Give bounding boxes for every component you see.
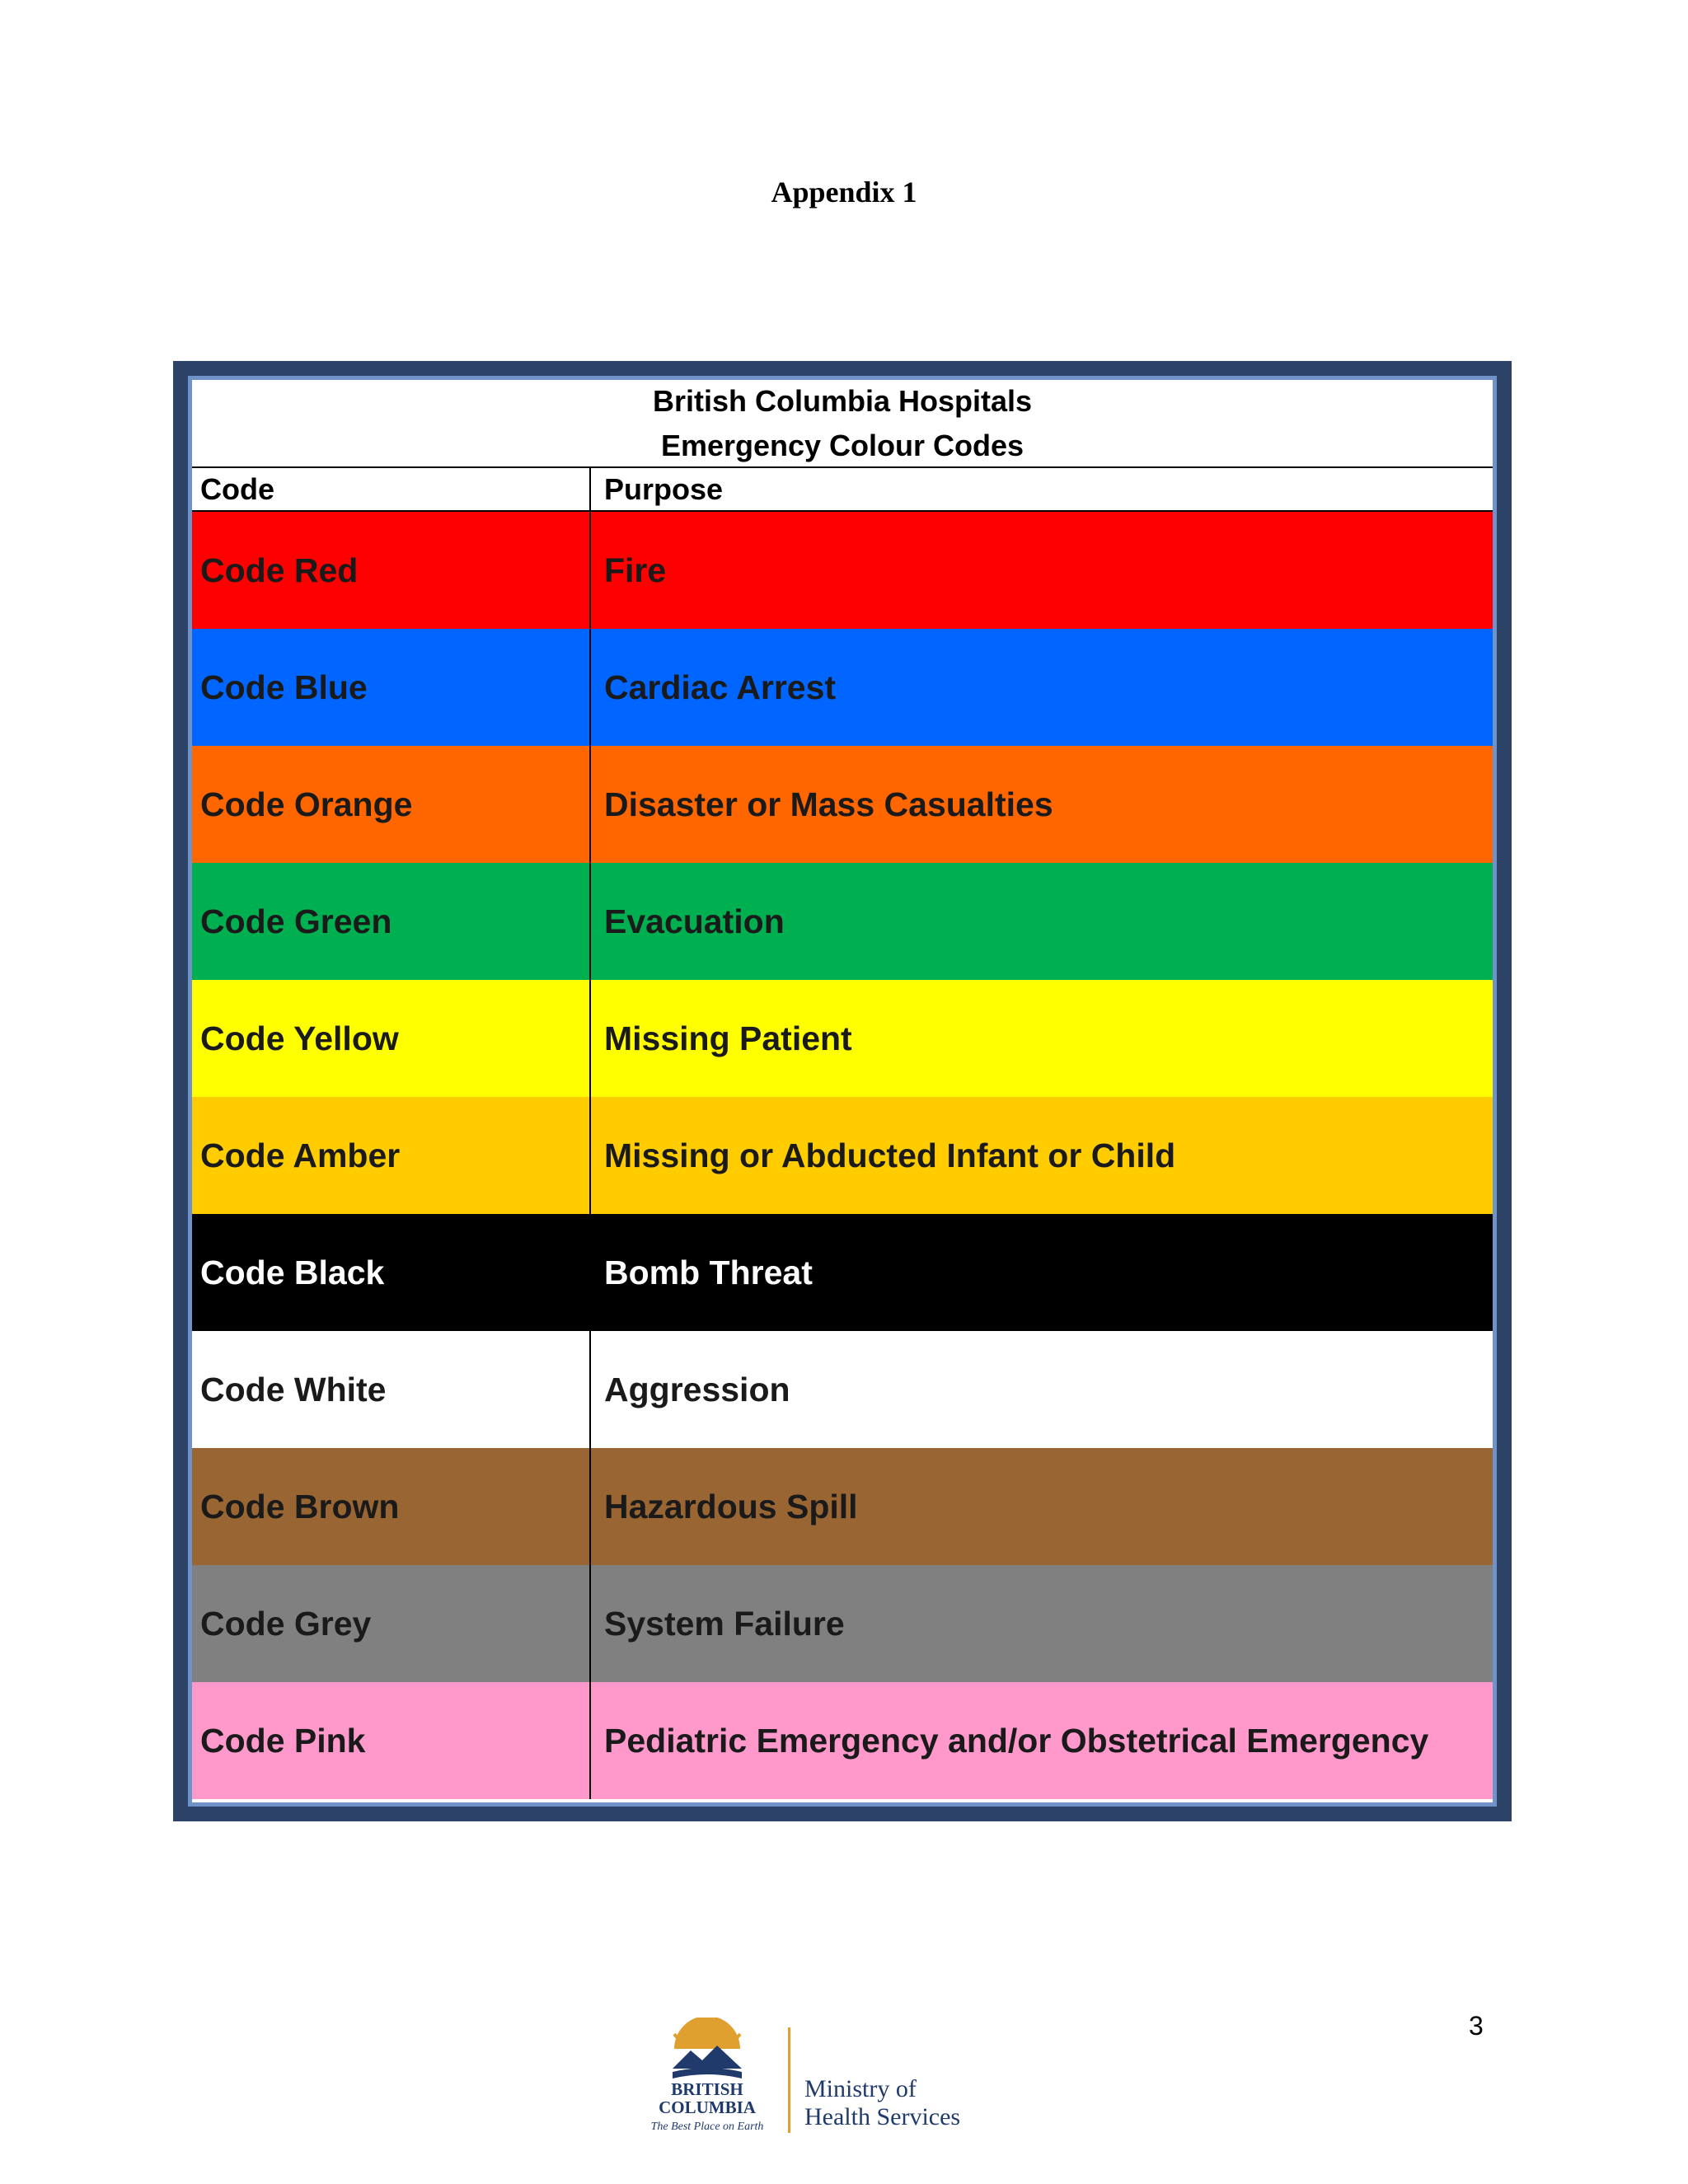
purpose-label: Pediatric Emergency and/or Obstetrical Emergency — [604, 1721, 1429, 1760]
table-body — [192, 512, 1493, 1799]
table-row — [192, 629, 1493, 746]
cell-purpose — [591, 1448, 1493, 1565]
table-row — [192, 512, 1493, 629]
code-label: Code Yellow — [200, 1019, 399, 1057]
ministry-line2: Health Services — [804, 2103, 961, 2130]
table-row — [192, 1214, 1493, 1331]
code-label: Code Red — [200, 551, 359, 589]
cell-code — [192, 1565, 591, 1682]
cell-purpose — [591, 746, 1493, 863]
header-purpose: Purpose — [604, 471, 724, 506]
table-title-line2: Emergency Colour Codes — [660, 428, 1025, 462]
cell-purpose — [591, 1565, 1493, 1682]
logo-line1: BRITISH — [671, 2079, 743, 2099]
code-label: Code Green — [200, 902, 392, 940]
cell-code — [192, 1331, 591, 1448]
purpose-label: System Failure — [604, 1604, 845, 1643]
cell-purpose — [591, 512, 1493, 629]
code-label: Code Pink — [200, 1721, 366, 1760]
cell-code — [192, 1097, 591, 1214]
purpose-label: Aggression — [604, 1370, 790, 1408]
purpose-label: Bomb Threat — [604, 1253, 813, 1291]
cell-purpose — [591, 629, 1493, 746]
cell-code — [192, 1448, 591, 1565]
table-frame-inner — [188, 376, 1497, 1807]
cell-purpose — [591, 980, 1493, 1097]
cell-code — [192, 863, 591, 980]
code-label: Code Black — [200, 1253, 385, 1291]
cell-code — [192, 980, 591, 1097]
emergency-codes-table — [192, 380, 1493, 1802]
table-title-line1: British Columbia Hospitals — [652, 383, 1033, 418]
cell-code — [192, 1682, 591, 1799]
code-label: Code Amber — [200, 1136, 401, 1174]
purpose-label: Cardiac Arrest — [604, 668, 837, 706]
cell-purpose — [591, 1331, 1493, 1448]
logo-divider — [788, 2027, 790, 2133]
cell-purpose — [591, 1097, 1493, 1214]
cell-code — [192, 1214, 591, 1331]
table-row — [192, 1097, 1493, 1214]
cell-code — [192, 629, 591, 746]
code-label: Code White — [200, 1370, 387, 1408]
table-row — [192, 980, 1493, 1097]
code-label: Code Orange — [200, 785, 413, 823]
logo-line2: COLUMBIA — [659, 2097, 756, 2117]
purpose-label: Disaster or Mass Casualties — [604, 785, 1053, 823]
table-frame — [173, 361, 1512, 1821]
cell-purpose — [591, 863, 1493, 980]
page-number: 3 — [1469, 2011, 1484, 2041]
mountain-icon — [673, 2046, 742, 2079]
table-row — [192, 1448, 1493, 1565]
code-label: Code Blue — [200, 668, 368, 706]
bc-ministry-logo — [643, 2018, 989, 2141]
table-row — [192, 1682, 1493, 1799]
purpose-label: Evacuation — [604, 902, 785, 940]
purpose-label: Hazardous Spill — [604, 1487, 858, 1526]
code-label: Code Brown — [200, 1487, 400, 1526]
table-row — [192, 746, 1493, 863]
table-header-row — [192, 468, 1493, 512]
appendix-title: Appendix 1 — [771, 176, 917, 209]
purpose-label: Missing or Abducted Infant or Child — [604, 1136, 1176, 1174]
code-label: Code Grey — [200, 1604, 372, 1643]
cell-code — [192, 512, 591, 629]
header-code: Code — [192, 468, 591, 510]
sun-icon — [674, 2018, 740, 2049]
cell-purpose — [591, 1682, 1493, 1799]
purpose-label: Missing Patient — [604, 1019, 852, 1057]
cell-purpose — [591, 1214, 1493, 1331]
table-title — [192, 380, 1493, 468]
ministry-line1: Ministry of — [804, 2075, 917, 2102]
table-row — [192, 863, 1493, 980]
logo-tagline: The Best Place on Earth — [650, 2121, 764, 2133]
cell-code — [192, 746, 591, 863]
purpose-label: Fire — [604, 551, 667, 589]
table-row — [192, 1565, 1493, 1682]
table-row — [192, 1331, 1493, 1448]
